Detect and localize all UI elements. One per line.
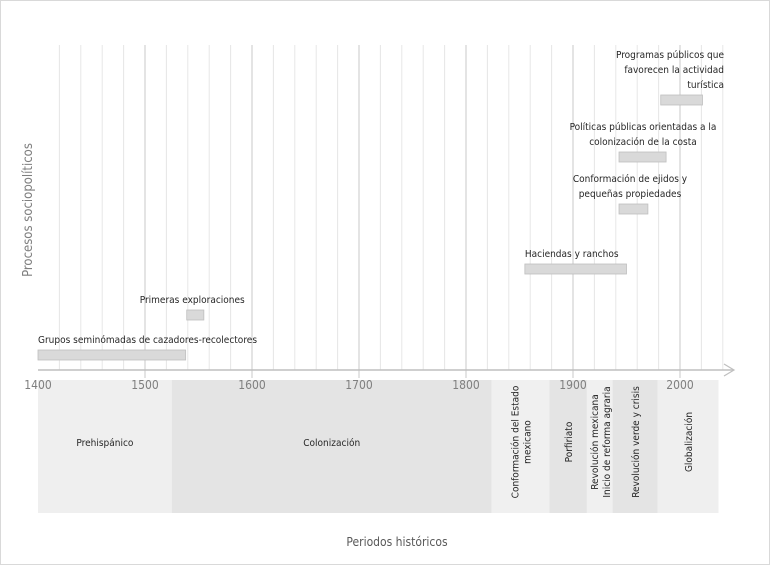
period-label: Globalización — [684, 411, 696, 473]
period-label: Revolución verde y crisis — [631, 386, 643, 498]
period-label: Colonización — [303, 438, 361, 449]
x-tick-label: 1400 — [24, 378, 52, 392]
process-bar — [619, 204, 648, 214]
process-label: colonización de la costa — [589, 137, 697, 148]
y-axis-label: Procesos sociopolíticos — [21, 143, 36, 277]
process-label: favorecen la actividad — [624, 65, 724, 76]
period-label: mexicano — [522, 420, 534, 464]
period-label: Prehispánico — [76, 438, 134, 449]
process-bars — [38, 49, 724, 360]
x-tick-label: 2000 — [666, 378, 694, 392]
period-label: Inicio de reforma agraria — [601, 386, 613, 498]
process-bar — [525, 264, 627, 274]
x-tick-label: 1800 — [452, 378, 480, 392]
x-tick-label: 1500 — [131, 378, 159, 392]
process-bar — [661, 95, 703, 105]
x-axis-label: Periodos históricos — [346, 535, 448, 549]
process-label: Haciendas y ranchos — [524, 249, 619, 260]
process-label: Conformación de ejidos y — [572, 174, 688, 185]
process-label: Primeras exploraciones — [139, 295, 245, 306]
x-tick-label: 1700 — [345, 378, 373, 392]
process-label: turística — [687, 80, 724, 91]
period-label: Revolución mexicana — [589, 394, 601, 490]
period-label: Conformación del Estado — [510, 385, 522, 499]
process-label: pequeñas propiedades — [578, 189, 682, 200]
process-label: Grupos seminómadas de cazadores-recolectores — [38, 335, 258, 346]
process-bar — [38, 350, 186, 360]
process-bar — [619, 152, 666, 162]
process-label: Programas públicos que — [615, 50, 724, 61]
x-tick-label: 1900 — [559, 378, 587, 392]
process-bar — [187, 310, 204, 320]
periods-band — [38, 380, 719, 513]
process-label: Políticas públicas orientadas a la — [569, 122, 717, 133]
x-tick-label: 1600 — [238, 378, 266, 392]
period-label: Porfiriato — [564, 421, 576, 463]
